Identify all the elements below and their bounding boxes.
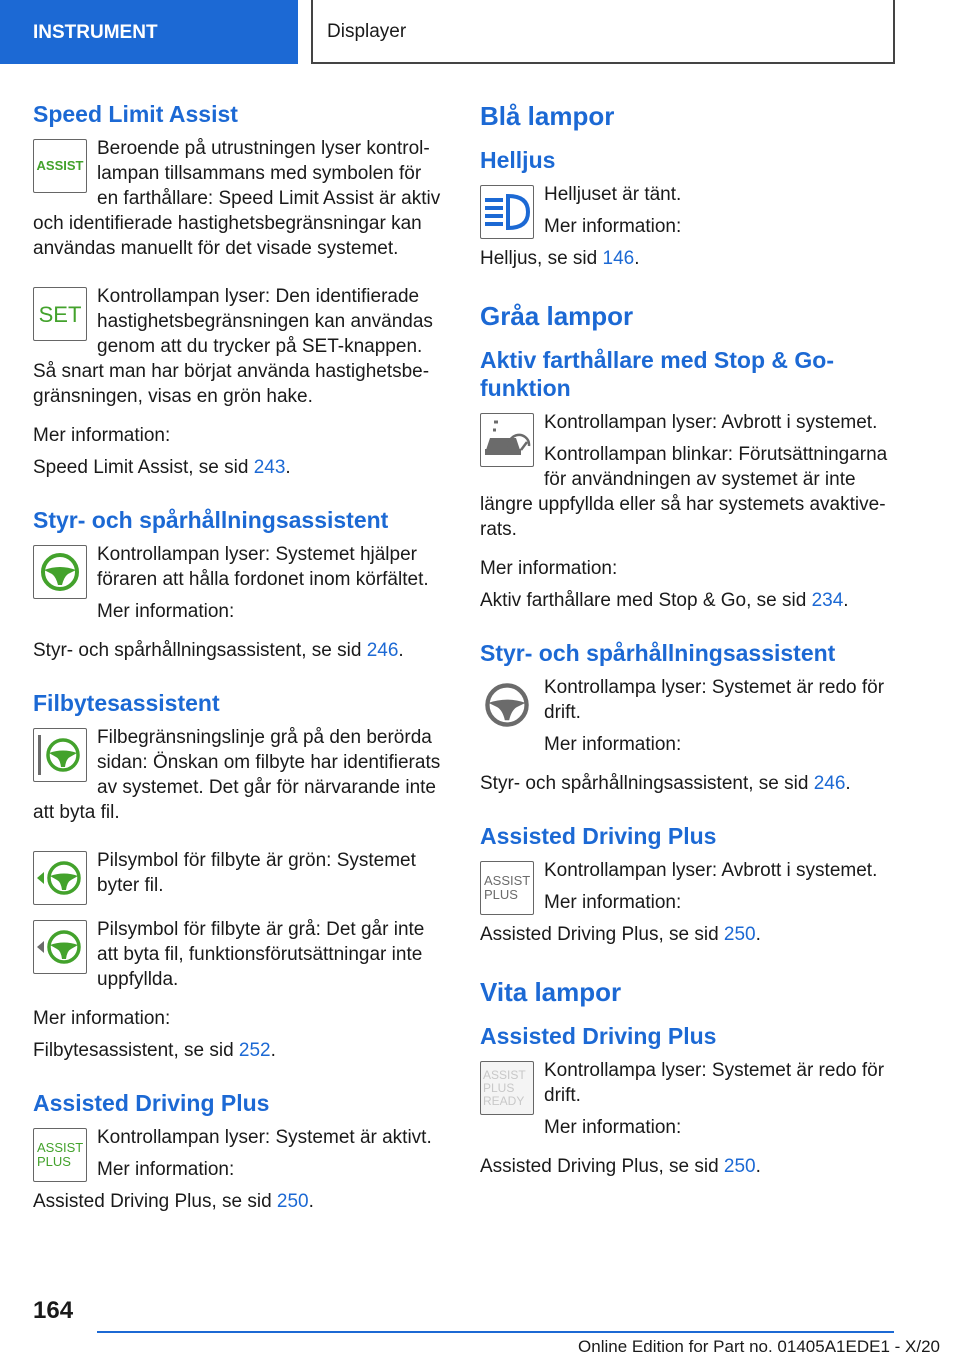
steering-wheel-grey-icon <box>480 678 534 732</box>
assist-icon <box>33 139 87 193</box>
adp-white-ref-text: Assisted Driving Plus, se sid <box>480 1156 724 1177</box>
steering-ref-text: Styr- och spårhållningsassistent, se sid <box>33 640 367 661</box>
assist-icon-text: ASSIST <box>36 158 84 173</box>
section-label: INSTRUMENT <box>33 21 158 43</box>
assist-ready-line2: PLUS <box>483 1080 515 1095</box>
adp-white-more: Mer information: <box>544 1117 682 1138</box>
adp-left-block <box>33 1125 443 1221</box>
speed-limit-set-block <box>33 284 443 416</box>
lane-change-arrow-green-icon <box>33 851 87 905</box>
footer-edition: Online Edition for Part no. 01405A1EDE1 - X/20 <box>578 1337 940 1356</box>
heading-assisted-driving-plus-left: Assisted Driving Plus <box>33 1090 270 1116</box>
adp-grey-ref-end: . <box>755 924 761 945</box>
steering-ref <box>33 638 443 663</box>
acc-ref <box>480 588 895 613</box>
steering-block <box>33 542 443 631</box>
heading-assisted-driving-plus-white: Assisted Driving Plus <box>480 1023 717 1049</box>
steering-grey-ref-link[interactable]: 246 <box>813 773 846 794</box>
section-tab[interactable] <box>0 0 298 64</box>
heading-blue-lamps: Blå lampor <box>480 101 615 131</box>
steering-ref-link[interactable]: 246 <box>366 640 399 661</box>
acc-block <box>480 410 895 549</box>
steering-grey-para1: Kontrollampa lyser: Systemet är redo för drift. <box>544 677 885 723</box>
adp-grey-block <box>480 858 895 954</box>
speed-limit-ref-end: . <box>285 457 291 478</box>
right-column <box>480 100 895 1186</box>
lane-change-more: Mer information: <box>33 1008 171 1029</box>
adp-white-para1: Kontrollampa lyser: Systemet är redo för drift. <box>544 1060 885 1106</box>
adp-left-more: Mer information: <box>97 1159 235 1180</box>
speed-limit-para2: Kontrollampan lyser: Den identifierade hastighetsbegränsningen kan användas genom att du trycker på SET-knappen. Så snart man har börjat använda hastighetsbegränsningen, visas en grön hake. <box>33 286 433 407</box>
high-beam-ref-link[interactable]: 146 <box>602 248 635 269</box>
speed-limit-para1: Beroende på utrustningen lyser kontrollampan tillsammans med symbolen för en farthållare: Speed Limit Assist är aktiv och identifierade hastighetsbegränsningar kan användas manuellt för det visade systemet. <box>33 138 441 259</box>
adp-white-block <box>480 1058 895 1147</box>
adp-white-ref <box>480 1154 895 1179</box>
adp-grey-ref-text: Assisted Driving Plus, se sid <box>480 924 724 945</box>
acc-para2: Kontrollampan blinkar: Förutsättningarna för användningen av systemet är inte längre uppfyllda eller så har systemets avaktiverats. <box>480 444 888 540</box>
acc-ref-text: Aktiv farthållare med Stop & Go, se sid <box>480 590 812 611</box>
high-beam-ref-text: Helljus, se sid <box>480 248 603 269</box>
acc-ref-end: . <box>843 590 849 611</box>
high-beam-block <box>480 182 895 278</box>
speed-limit-ref-text: Speed Limit Assist, se sid <box>33 457 254 478</box>
assist-plus-grey-icon <box>480 861 534 915</box>
assist-plus-ready-icon <box>480 1061 534 1115</box>
lane-change-para3: Pilsymbol för filbyte är grå: Det går inte att byta fil, funktionsförutsättningar inte uppfyllda. <box>97 919 425 990</box>
adp-grey-ref-link[interactable]: 250 <box>723 924 756 945</box>
lane-change-para2: Pilsymbol för filbyte är grön: Systemet byter fil. <box>97 850 416 896</box>
adp-white-ref-link[interactable]: 250 <box>723 1156 756 1177</box>
adp-left-ref <box>33 1189 443 1214</box>
steering-grey-ref <box>480 771 895 796</box>
adp-white-ref-end: . <box>755 1156 761 1177</box>
steering-grey-more: Mer information: <box>544 734 682 755</box>
speed-limit-more: Mer information: <box>33 425 171 446</box>
heading-steering-assistant: Styr- och spårhållningsassistent <box>33 507 389 533</box>
acc-car-grey-icon <box>480 413 534 467</box>
lane-change-arrow-grey-icon <box>33 920 87 974</box>
acc-para1: Kontrollampan lyser: Avbrott i systemet. <box>544 412 878 433</box>
heading-assisted-driving-plus-grey: Assisted Driving Plus <box>480 823 717 849</box>
assist-plus-green-icon <box>33 1128 87 1182</box>
high-beam-para1: Helljuset är tänt. <box>544 184 682 205</box>
steering-grey-ref-end: . <box>845 773 851 794</box>
adp-grey-more: Mer information: <box>544 892 682 913</box>
lane-change-ref-link[interactable]: 252 <box>238 1040 271 1061</box>
lane-change-ref-text: Filbytesassistent, se sid <box>33 1040 239 1061</box>
set-icon-text: SET <box>38 301 82 327</box>
chapter-title-text: Displayer <box>327 20 407 42</box>
adp-left-ref-end: . <box>308 1191 314 1212</box>
heading-high-beam: Helljus <box>480 147 556 173</box>
page-number: 164 <box>33 1297 74 1324</box>
steering-wheel-green-icon <box>33 545 87 599</box>
high-beam-more: Mer information: <box>544 216 682 237</box>
assist-plus-grey-line2: PLUS <box>484 887 518 902</box>
speed-limit-ref-link[interactable]: 243 <box>253 457 286 478</box>
lane-change-para1: Filbegränsningslinje grå på den berörda sidan: Önskan om filbyte har identifierats av systemet. Det går för närvarande inte att byta fil. <box>33 727 441 823</box>
acc-ref-link[interactable]: 234 <box>811 590 844 611</box>
high-beam-ref <box>480 246 895 271</box>
speed-limit-block <box>33 136 443 268</box>
assist-ready-line1: ASSIST <box>483 1067 526 1082</box>
adp-left-ref-text: Assisted Driving Plus, se sid <box>33 1191 277 1212</box>
heading-steering-grey: Styr- och spårhållningsassistent <box>480 640 836 666</box>
lane-boundary-grey-icon <box>33 728 87 782</box>
adp-left-ref-link[interactable]: 250 <box>276 1191 309 1212</box>
steering-grey-block <box>480 675 895 764</box>
acc-more: Mer information: <box>480 558 618 579</box>
footer-divider <box>97 1331 894 1333</box>
steering-para1: Kontrollampan lyser: Systemet hjälper föraren att hålla fordonet inom körfältet. <box>97 544 429 590</box>
lane-change-block2 <box>33 848 443 909</box>
assist-plus-line2: PLUS <box>37 1154 71 1169</box>
adp-grey-ref <box>480 922 895 947</box>
adp-grey-para1: Kontrollampan lyser: Avbrott i systemet. <box>544 860 878 881</box>
set-icon <box>33 287 87 341</box>
lane-change-ref <box>33 1038 443 1063</box>
heading-lane-change: Filbytesassistent <box>33 690 220 716</box>
heading-speed-limit-assist: Speed Limit Assist <box>33 101 238 127</box>
adp-left-para1: Kontrollampan lyser: Systemet är aktivt. <box>97 1127 432 1148</box>
left-column <box>33 100 443 1228</box>
steering-grey-ref-text: Styr- och spårhållningsassistent, se sid <box>480 773 814 794</box>
lane-change-block3 <box>33 917 443 999</box>
high-beam-icon <box>480 185 534 239</box>
high-beam-ref-end: . <box>634 248 640 269</box>
steering-ref-end: . <box>398 640 404 661</box>
speed-limit-ref <box>33 455 443 480</box>
assist-plus-grey-line1: ASSIST <box>484 873 531 888</box>
heading-acc-stop-go: Aktiv farthållare med Stop & Go-funktion <box>480 347 835 401</box>
heading-grey-lamps: Gråa lampor <box>480 301 634 331</box>
chapter-title <box>311 0 895 64</box>
assist-plus-line1: ASSIST <box>37 1140 84 1155</box>
heading-white-lamps: Vita lampor <box>480 977 622 1007</box>
assist-ready-line3: READY <box>483 1093 525 1108</box>
lane-change-block1 <box>33 725 443 832</box>
steering-more: Mer information: <box>97 601 235 622</box>
lane-change-ref-end: . <box>270 1040 276 1061</box>
